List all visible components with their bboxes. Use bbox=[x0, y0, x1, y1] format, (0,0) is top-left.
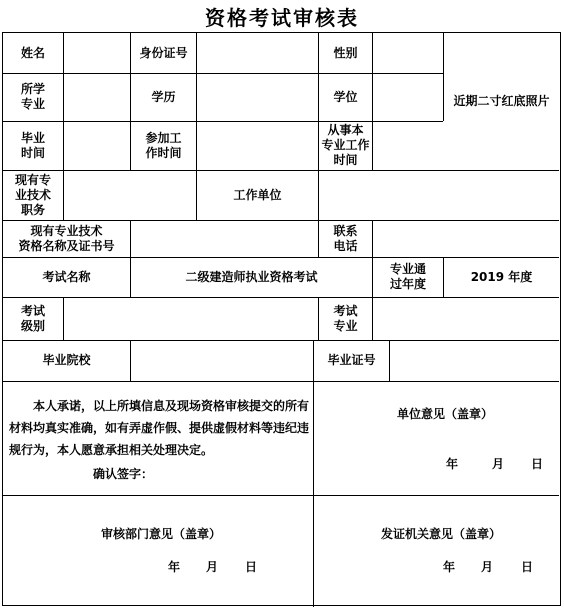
education-field[interactable] bbox=[197, 73, 318, 121]
prof-work-time-field[interactable] bbox=[373, 121, 443, 170]
grad-time-field[interactable] bbox=[64, 121, 130, 170]
row-divider bbox=[3, 381, 559, 382]
prof-work-time-label: 从事本 专业工作 时间 bbox=[321, 123, 370, 167]
issuer-date-year: 年 bbox=[443, 560, 456, 574]
education-label: 学历 bbox=[151, 89, 176, 104]
signature-field[interactable] bbox=[163, 459, 303, 485]
major-field[interactable] bbox=[64, 73, 130, 121]
diploma-no-label: 毕业证号 bbox=[327, 353, 376, 367]
school-field[interactable] bbox=[131, 340, 313, 381]
unit-date-year: 年 bbox=[446, 457, 459, 471]
col-divider bbox=[313, 381, 314, 607]
cert-name-label: 现有专业技术 资格名称及证书号 bbox=[18, 223, 115, 253]
pass-year-value: 2019 年度 bbox=[470, 269, 533, 284]
gender-field[interactable] bbox=[373, 33, 443, 73]
review-date-month: 月 bbox=[206, 560, 219, 574]
degree-field[interactable] bbox=[373, 73, 443, 121]
pass-year-label: 专业通 过年度 bbox=[389, 262, 426, 291]
exam-major-field[interactable] bbox=[373, 297, 559, 340]
tech-title-field[interactable] bbox=[64, 170, 196, 220]
issuer-opinion-label: 发证机关意见（盖章） bbox=[381, 527, 502, 541]
review-date-day: 日 bbox=[245, 560, 258, 574]
employer-field[interactable] bbox=[319, 170, 559, 220]
name-label: 姓名 bbox=[20, 45, 45, 60]
phone-label: 联系 电话 bbox=[333, 223, 358, 253]
unit-date-day: 日 bbox=[531, 457, 544, 471]
school-label: 毕业院校 bbox=[42, 353, 91, 367]
pledge-text: 本人承诺，以上所填信息及现场资格审核提交的所有材料均真实准确，如有弄虚作假、提供虚假材料等违纪违规行为，本人愿意承担相关处理决定。 bbox=[9, 399, 310, 457]
qualification-review-form bbox=[2, 32, 561, 606]
unit-opinion-label: 单位意见（盖章） bbox=[397, 407, 494, 421]
issuer-date-month: 月 bbox=[481, 560, 494, 574]
exam-name-label: 考试名称 bbox=[42, 269, 91, 284]
exam-level-label: 考试 级别 bbox=[20, 303, 45, 333]
employer-label: 工作单位 bbox=[233, 187, 282, 202]
work-start-label: 参加工 作时间 bbox=[145, 130, 182, 160]
issuer-date-day: 日 bbox=[521, 560, 534, 574]
sign-label: 确认签字： bbox=[93, 467, 154, 481]
row-divider bbox=[3, 495, 559, 496]
name-field[interactable] bbox=[64, 33, 130, 73]
exam-name-value: 二级建造师执业资格考试 bbox=[185, 269, 318, 284]
exam-major-label: 考试 专业 bbox=[333, 303, 358, 333]
major-label: 所学 专业 bbox=[20, 82, 45, 111]
gender-label: 性别 bbox=[333, 45, 358, 60]
diploma-no-field[interactable] bbox=[390, 340, 559, 381]
grad-time-label: 毕业 时间 bbox=[20, 130, 45, 160]
id-number-label: 身份证号 bbox=[139, 45, 188, 60]
degree-label: 学位 bbox=[333, 89, 358, 104]
unit-date-month: 月 bbox=[492, 457, 505, 471]
exam-level-field[interactable] bbox=[64, 297, 318, 340]
work-start-field[interactable] bbox=[197, 121, 318, 170]
photo-box[interactable]: 近期二寸红底照片 bbox=[453, 94, 550, 108]
review-date-year: 年 bbox=[168, 560, 181, 574]
id-number-field[interactable] bbox=[197, 33, 318, 73]
phone-field[interactable] bbox=[373, 220, 559, 257]
tech-title-label: 现有专 业技术 职务 bbox=[14, 172, 51, 217]
review-opinion-label: 审核部门意见（盖章） bbox=[101, 527, 222, 541]
cert-name-field[interactable] bbox=[131, 220, 318, 257]
form-title: 资格考试审核表 bbox=[205, 6, 359, 30]
